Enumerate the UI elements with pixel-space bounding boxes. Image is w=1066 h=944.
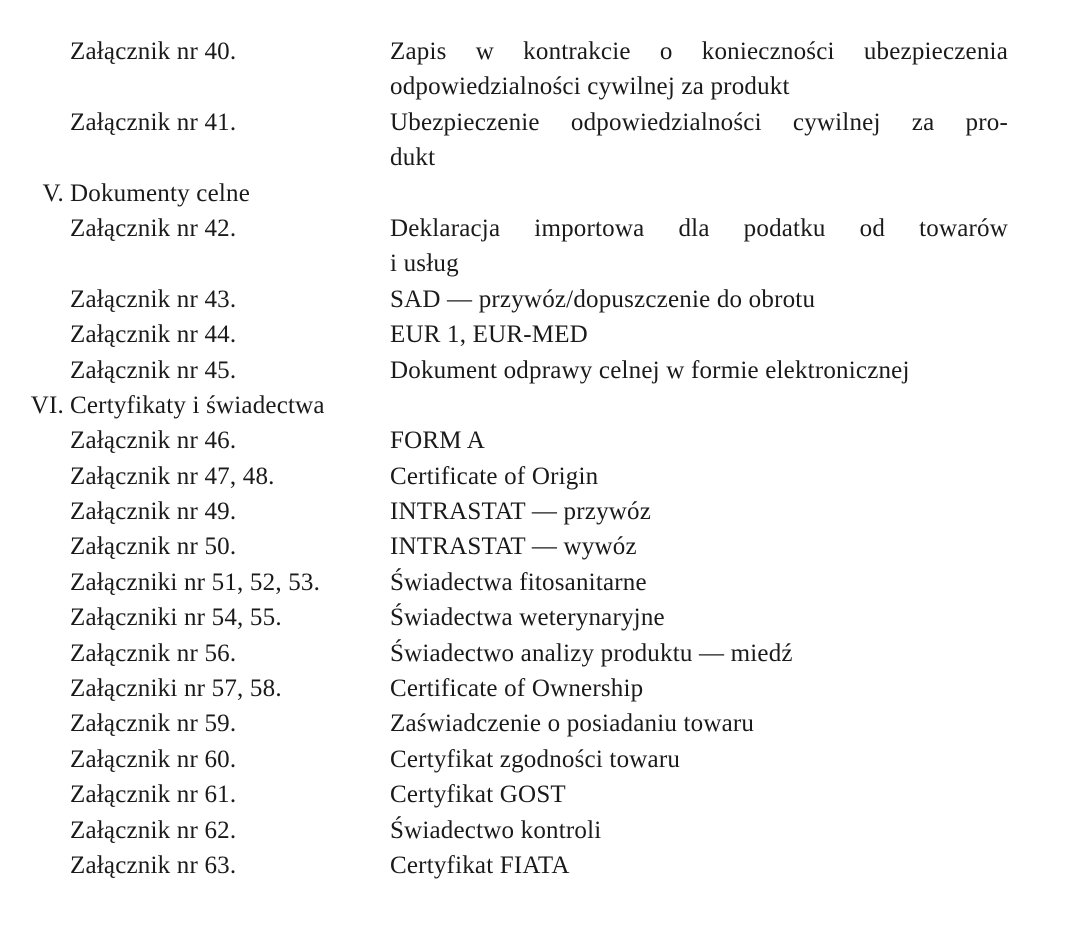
attachment-description-continuation — [0, 140, 1066, 175]
attachment-row — [0, 459, 1066, 494]
attachment-label: Załącznik nr 42. — [70, 214, 237, 242]
attachment-label: Załącznik nr 41. — [70, 108, 237, 136]
attachment-description: Certificate of Origin — [390, 462, 599, 490]
attachment-description: dukt — [390, 144, 436, 172]
attachment-label: Załącznik nr 61. — [70, 781, 237, 809]
attachment-row — [0, 777, 1066, 812]
attachment-description: INTRASTAT — wywóz — [390, 533, 637, 561]
attachment-description: INTRASTAT — przywóz — [390, 498, 652, 526]
attachment-row — [0, 105, 1066, 140]
attachment-row — [0, 706, 1066, 741]
attachment-label: Załącznik nr 63. — [70, 851, 237, 879]
attachment-row — [0, 529, 1066, 564]
attachment-label: Załącznik nr 59. — [70, 710, 237, 738]
attachment-row — [0, 600, 1066, 635]
attachment-description: Certificate of Ownership — [390, 675, 644, 703]
attachment-label: Załącznik nr 56. — [70, 639, 237, 667]
section-heading — [0, 388, 1066, 423]
attachment-label: Załącznik nr 49. — [70, 498, 237, 526]
attachment-label: Załącznik nr 47, 48. — [70, 462, 275, 490]
attachment-description: odpowiedzialności cywilnej za produkt — [390, 73, 790, 101]
attachment-row — [0, 848, 1066, 883]
attachment-description-continuation — [0, 246, 1066, 281]
attachment-row — [0, 671, 1066, 706]
attachment-label: Załącznik nr 40. — [70, 38, 237, 65]
attachment-description: Dokument odprawy celnej w formie elektronicznej — [390, 356, 910, 384]
attachment-label: Załącznik nr 60. — [70, 745, 237, 773]
attachments-list — [0, 34, 1066, 883]
attachment-label: Załącznik nr 44. — [70, 321, 237, 349]
attachment-label: Załącznik nr 62. — [70, 816, 237, 844]
attachment-row — [0, 636, 1066, 671]
attachment-description: Świadectwo kontroli — [390, 816, 602, 844]
attachment-description: Zaświadczenie o posiadaniu towaru — [390, 710, 755, 738]
attachment-description: Zapis w kontrakcie o konieczności ubezpieczenia — [390, 38, 1008, 65]
attachment-row — [0, 813, 1066, 848]
attachment-description: SAD — przywóz/dopuszczenie do obrotu — [390, 285, 816, 313]
attachment-description: Świadectwa weterynaryjne — [390, 604, 665, 632]
attachment-description: i usług — [390, 250, 459, 278]
attachment-row — [0, 494, 1066, 529]
section-heading — [0, 176, 1066, 211]
attachment-description: Deklaracja importowa dla podatku od towarów — [390, 214, 1008, 242]
attachment-description: Świadectwa fitosanitarne — [390, 568, 647, 596]
attachment-description: Ubezpieczenie odpowiedzialności cywilnej za pro- — [390, 108, 1008, 136]
attachment-description: Świadectwo analizy produktu — miedź — [390, 639, 793, 667]
attachment-description: FORM A — [390, 427, 485, 455]
attachment-description: Certyfikat zgodności towaru — [390, 745, 681, 773]
attachment-description: Certyfikat GOST — [390, 781, 566, 809]
attachment-label: Załącznik nr 45. — [70, 356, 237, 384]
attachment-label: Załącznik nr 50. — [70, 533, 237, 561]
attachment-row — [0, 353, 1066, 388]
attachment-row — [0, 423, 1066, 458]
attachment-label: Załączniki nr 57, 58. — [70, 675, 282, 703]
attachment-description: EUR 1, EUR-MED — [390, 321, 588, 349]
attachment-row — [0, 742, 1066, 777]
attachment-label: Załącznik nr 43. — [70, 285, 237, 313]
section-number: V. — [42, 179, 64, 207]
attachment-description: Certyfikat FIATA — [390, 851, 570, 879]
attachment-label: Załącznik nr 46. — [70, 427, 237, 455]
attachment-row — [0, 317, 1066, 352]
section-number: VI. — [30, 391, 64, 419]
section-title: Certyfikaty i świadectwa — [70, 391, 325, 419]
attachment-label: Załączniki nr 54, 55. — [70, 604, 282, 632]
attachment-label: Załączniki nr 51, 52, 53. — [70, 568, 321, 596]
section-title: Dokumenty celne — [70, 179, 251, 207]
attachment-row — [0, 34, 1066, 69]
attachment-row — [0, 565, 1066, 600]
attachment-row — [0, 211, 1066, 246]
attachment-description-continuation — [0, 69, 1066, 104]
attachment-row — [0, 282, 1066, 317]
